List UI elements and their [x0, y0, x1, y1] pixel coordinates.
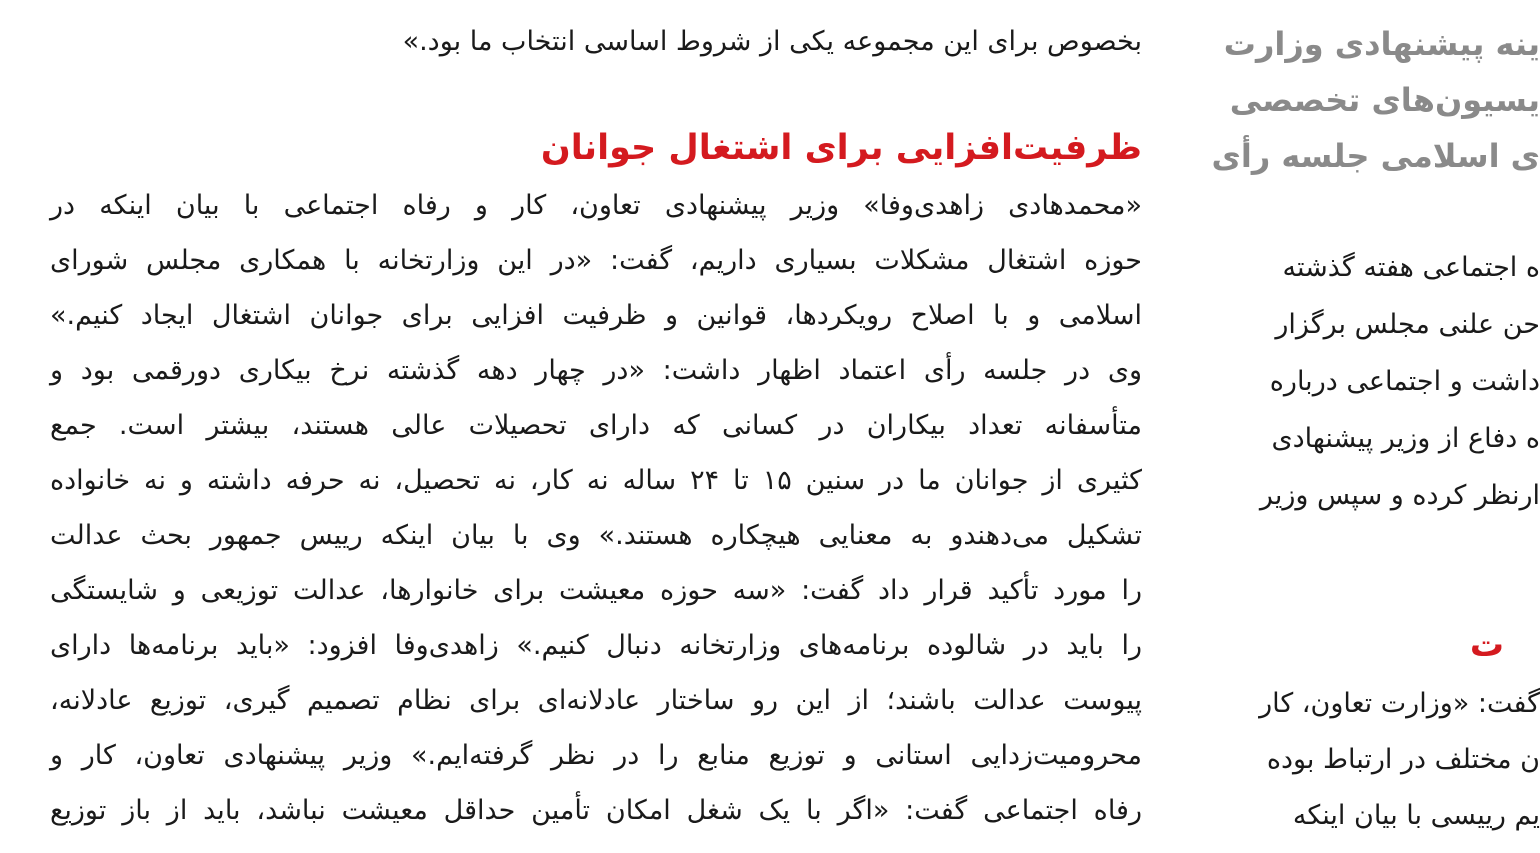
side-grey-line-2: یسیون‌های تخصصی — [1229, 81, 1540, 119]
body-line-8: را مورد تأکید قرار داد گفت: «سه حوزه معیشت برای خانوارها، عدالت توزیعی و شایستگی — [50, 575, 1142, 606]
side-body-line-7: ن مختلف در ارتباط بوده — [1266, 744, 1540, 775]
body-line-11: محرومیت‌زدایی استانی و توزیع منابع را در نظر گرفته‌ایم.» وزیر پیشنهادی تعاون، کار و — [50, 740, 1142, 771]
side-body-line-8: یم رییسی با بیان اینکه — [1292, 800, 1540, 831]
side-column-cropped — [1205, 0, 1540, 853]
body-line-2: حوزه اشتغال مشکلات بسیاری داریم، گفت: «در این وزارتخانه با همکاری مجلس شورای — [50, 245, 1142, 276]
body-line-12: رفاه اجتماعی گفت: «اگر با یک شغل امکان تأمین حداقل معیشت نباشد، باید از باز توزیع — [50, 795, 1142, 826]
body-line-10: پیوست عدالت باشند؛ از این رو ساختار عادلانه‌ای برای نظام تصمیم گیری، توزیع عادلانه، — [50, 685, 1142, 716]
side-grey-line-3: ی اسلامی جلسه رأی — [1211, 137, 1540, 175]
article-top-line: بخصوص برای این مجموعه یکی از شروط اساسی انتخاب ما بود.» — [402, 26, 1142, 57]
article-column — [50, 0, 1142, 853]
side-body-line-6: گفت: «وزارت تعاون، کار — [1259, 688, 1540, 719]
side-body-line-1: ه اجتماعی هفته گذشته — [1282, 252, 1540, 283]
body-line-5: متأسفانه تعداد بیکاران در کسانی که دارای تحصیلات عالی هستند، بیشتر است. جمع — [50, 410, 1142, 441]
body-line-9: را باید در شالوده برنامه‌های وزارتخانه دنبال کنیم.» زاهدی‌وفا افزود: «باید برنامه‌ها دارای — [50, 630, 1142, 661]
body-line-7: تشکیل می‌دهندو به معنایی هیچکاره هستند.» وی با بیان اینکه رییس جمهور بحث عدالت — [50, 520, 1142, 551]
side-heading-fragment: ت — [1469, 625, 1504, 665]
body-line-3: اسلامی و با اصلاح رویکردها، قوانین و ظرفیت افزایی برای جوانان اشتغال ایجاد کنیم.» — [50, 300, 1142, 331]
body-line-1: «محمدهادی زاهدی‌وفا» وزیر پیشنهادی تعاون، کار و رفاه اجتماعی با بیان اینکه در — [50, 190, 1142, 221]
side-body-line-3: داشت و اجتماعی درباره — [1269, 366, 1540, 397]
side-body-line-5: ارنظر کرده و سپس وزیر — [1259, 480, 1540, 511]
section-heading: ظرفیت‌افزایی برای اشتغال جوانان — [540, 128, 1142, 168]
side-grey-line-1: ینه پیشنهادی وزارت — [1223, 25, 1540, 63]
side-body-line-2: حن علنی مجلس برگزار — [1275, 309, 1540, 340]
body-line-4: وی در جلسه رأی اعتماد اظهار داشت: «در چهار دهه گذشته نرخ بیکاری دورقمی بود و — [50, 355, 1142, 386]
body-line-6: کثیری از جوانان ما در سنین ۱۵ تا ۲۴ ساله نه کار، نه تحصیل، نه حرفه داشته و نه خانواده — [50, 465, 1142, 496]
side-body-line-4: ه دفاع از وزیر پیشنهادی — [1271, 423, 1540, 454]
